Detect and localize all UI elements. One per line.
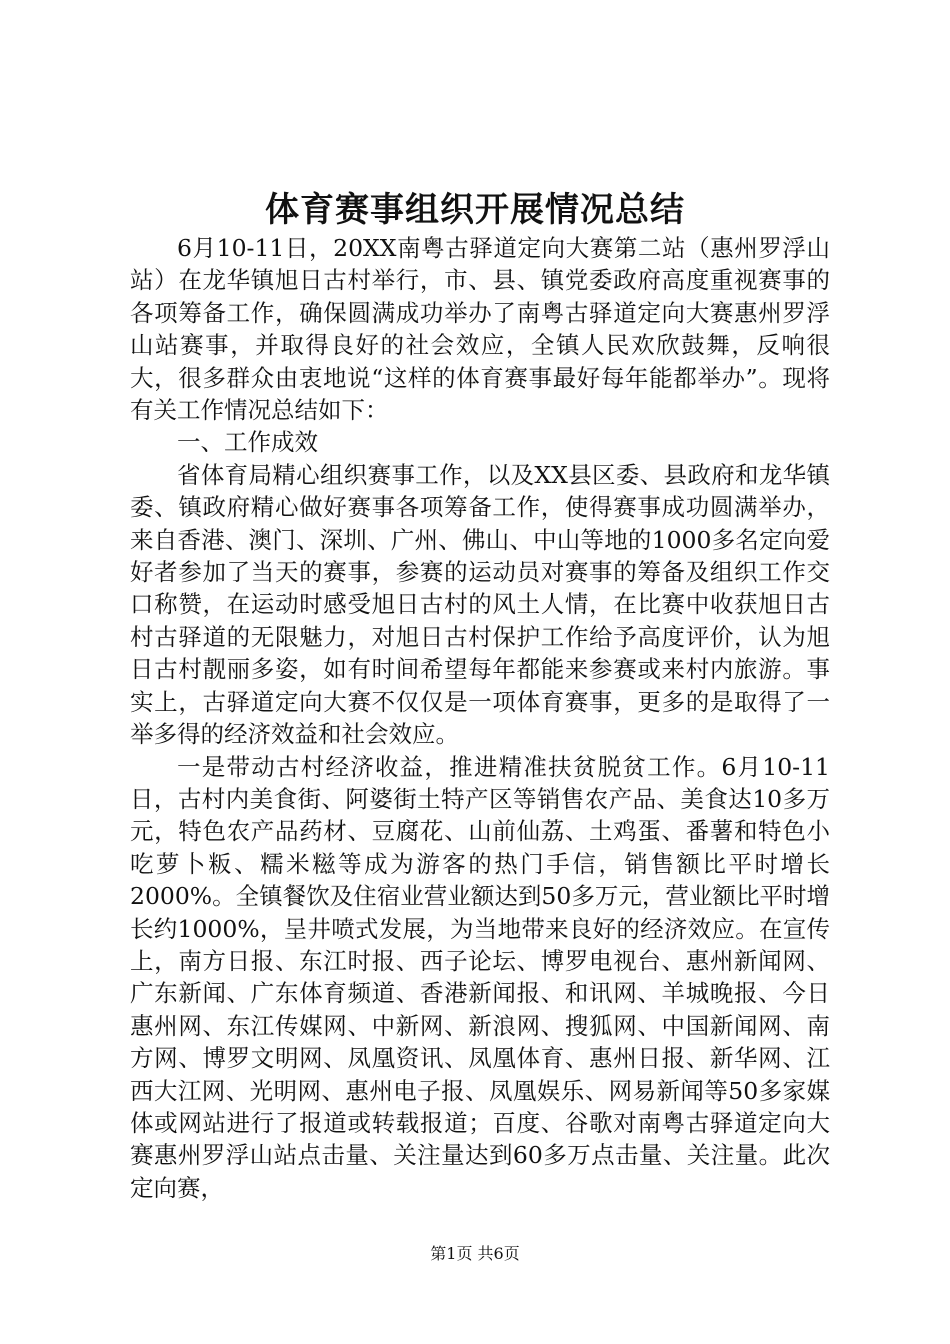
paragraph-economic-benefit: 一是带动古村经济收益，推进精准扶贫脱贫工作。6月10-11日，古村内美食街、阿婆街土特产区等销售农产品、美食达10多万元，特色农产品药材、豆腐花、山前仙荔、土鸡蛋、番薯和特色小吃萝卜粄、糯米糍等成为游客的热门手信，销售额比平时增长2000%。全镇餐饮及住宿业营业额达到50多万元，营业额比平时增长约1000%，呈井喷式发展，为当地带来良好的经济效应。在宣传上，南方日报、东江时报、西子论坛、博罗电视台、惠州新闻网、广东新闻、广东体育频道、香港新闻报、和讯网、羊城晚报、今日惠州网、东江传媒网、中新网、新浪网、搜狐网、中国新闻网、南方网、博罗文明网、凤凰资讯、凤凰体育、惠州日报、新华网、江西大江网、光明网、惠州电子报、凤凰娱乐、网易新闻等50多家媒体或网站进行了报道或转载报道；百度、谷歌对南粤古驿道定向大赛惠州罗浮山站点击量、关注量达到60多万点击量、关注量。此次定向赛， xyxy=(130,752,830,1202)
section-heading-work-results: 一、工作成效 xyxy=(177,428,318,457)
document-title: 体育赛事组织开展情况总结 xyxy=(265,190,685,230)
page-footer: 第1页 共6页 xyxy=(430,1244,520,1263)
document-body xyxy=(130,232,830,1204)
paragraph-intro: 6月10-11日，20XX南粤古驿道定向大赛第二站（惠州罗浮山站）在龙华镇旭日古村举行，市、县、镇党委政府高度重视赛事的各项筹备工作，确保圆满成功举办了南粤古驿道定向大赛惠州罗浮山站赛事，并取得良好的社会效应，全镇人民欢欣鼓舞，反响很大，很多群众由衷地说“这样的体育赛事最好每年能都举办”。现将有关工作情况总结如下： xyxy=(130,234,830,425)
paragraph-results: 省体育局精心组织赛事工作，以及XX县区委、县政府和龙华镇委、镇政府精心做好赛事各项筹备工作，使得赛事成功圆满举办，来自香港、澳门、深圳、广州、佛山、中山等地的1000多名定向爱好者参加了当天的赛事，参赛的运动员对赛事的筹备及组织工作交口称赞，在运动时感受旭日古村的风土人情，在比赛中收获旭日古村古驿道的无限魅力，对旭日古村保护工作给予高度评价，认为旭日古村靓丽多姿，如有时间希望每年都能来参赛或来村内旅游。事实上，古驿道定向大赛不仅仅是一项体育赛事，更多的是取得了一举多得的经济效益和社会效应。 xyxy=(130,460,830,749)
